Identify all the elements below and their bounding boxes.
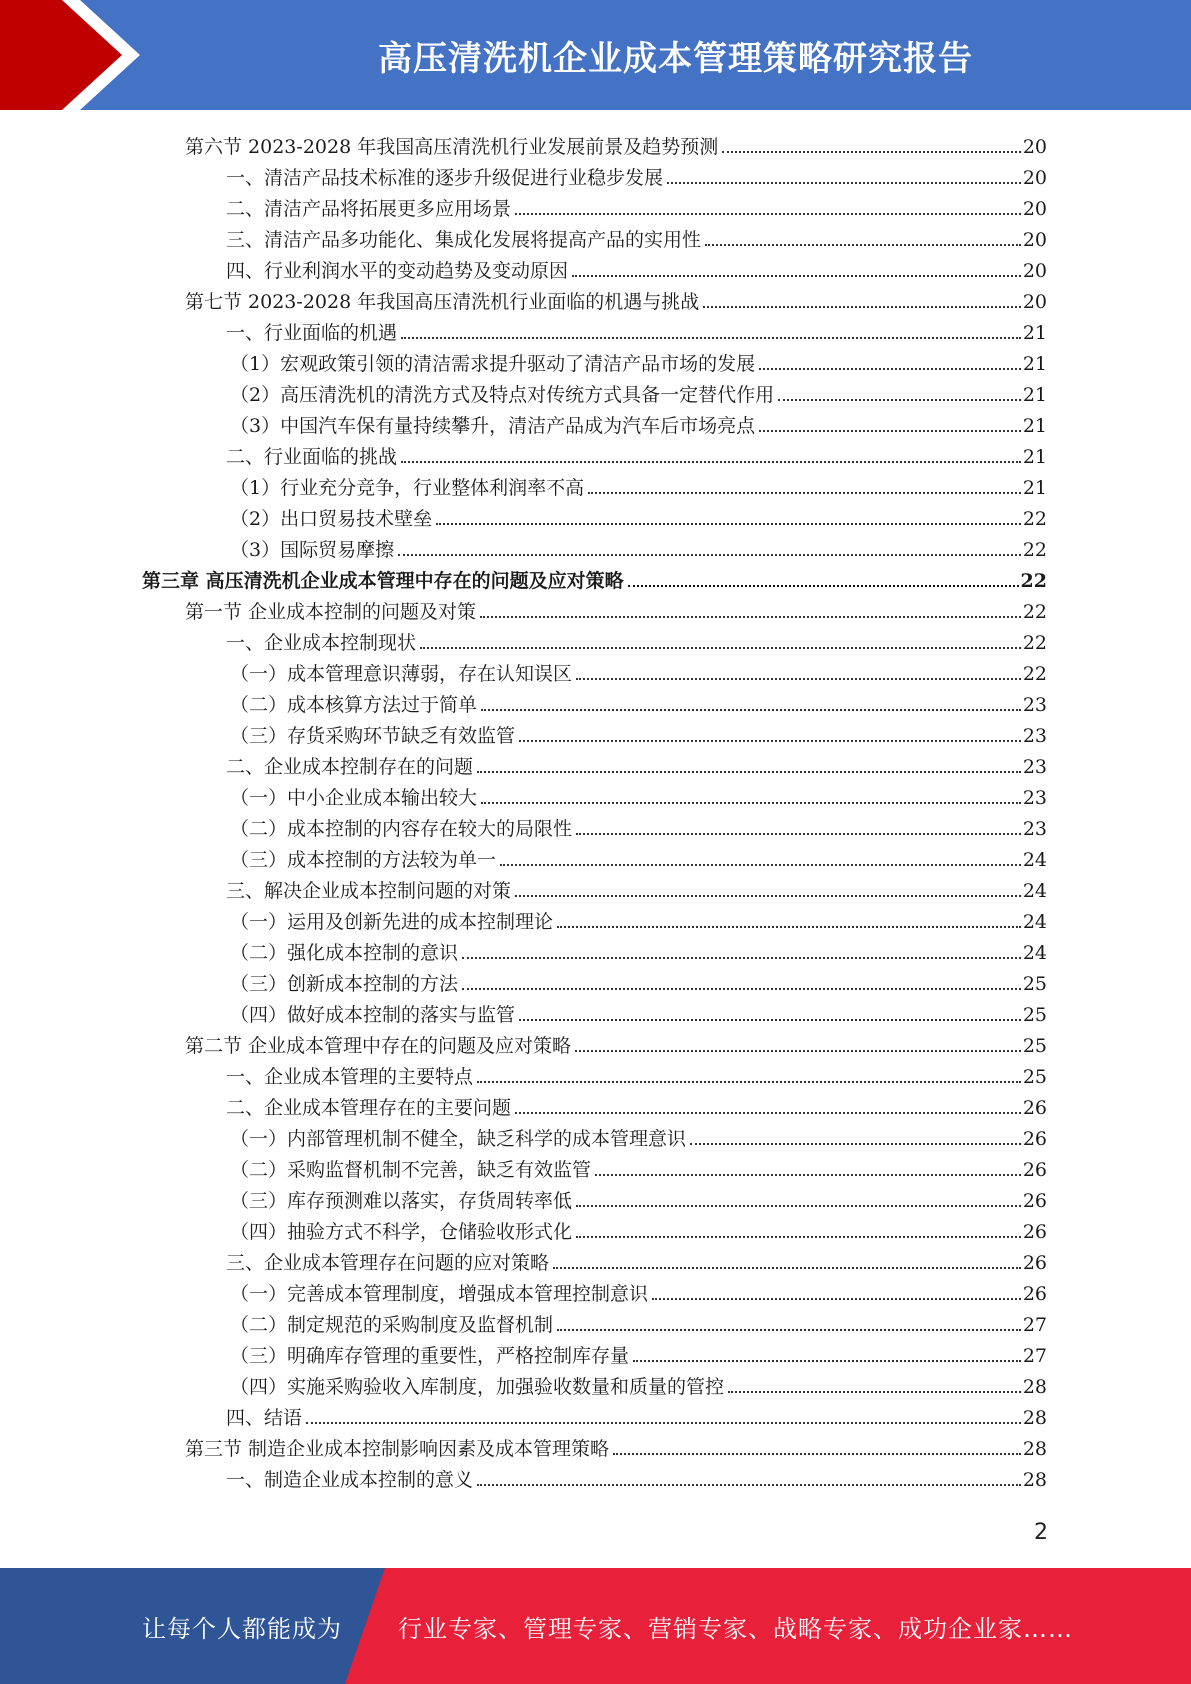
toc-entry-title: 第六节 2023-2028 年我国高压清洗机行业发展前景及趋势预测	[185, 136, 719, 158]
toc-dot-leader	[462, 988, 1021, 990]
toc-dot-leader	[481, 709, 1021, 711]
toc-entry-page: 23	[1022, 756, 1047, 778]
toc-entry[interactable]	[226, 252, 1047, 283]
toc-dot-leader	[515, 895, 1021, 897]
toc-entry-title: （三）创新成本控制的方法	[230, 973, 459, 995]
toc-entry[interactable]	[185, 593, 1047, 624]
toc-dot-leader	[477, 771, 1021, 773]
toc-dot-leader	[690, 1143, 1021, 1145]
toc-entry-page: 20	[1022, 291, 1047, 313]
toc-entry[interactable]	[185, 1027, 1047, 1058]
toc-entry-title: （3）中国汽车保有量持续攀升，清洁产品成为汽车后市场亮点	[230, 415, 756, 437]
toc-entry[interactable]	[226, 1461, 1047, 1492]
toc-dot-leader	[728, 1391, 1021, 1393]
toc-entry-title: 一、制造企业成本控制的意义	[226, 1469, 474, 1491]
toc-entry[interactable]	[226, 1058, 1047, 1089]
toc-entry-page: 23	[1022, 818, 1047, 840]
toc-dot-leader	[703, 306, 1021, 308]
toc-entry[interactable]	[230, 1306, 1047, 1337]
toc-entry[interactable]	[230, 345, 1047, 376]
toc-dot-leader	[477, 1081, 1021, 1083]
toc-entry[interactable]	[230, 810, 1047, 841]
toc-entry-title: 二、企业成本控制存在的问题	[226, 756, 474, 778]
toc-entry-page: 25	[1022, 1066, 1047, 1088]
toc-entry[interactable]	[230, 779, 1047, 810]
toc-entry-page: 23	[1022, 787, 1047, 809]
toc-entry-page: 22	[1020, 570, 1047, 592]
toc-entry[interactable]	[230, 376, 1047, 407]
toc-entry[interactable]	[230, 1275, 1047, 1306]
toc-entry-title: （一）完善成本管理制度，增强成本管理控制意识	[230, 1283, 649, 1305]
toc-dot-leader	[572, 275, 1021, 277]
toc-entry[interactable]	[230, 934, 1047, 965]
toc-entry-title: 一、行业面临的机遇	[226, 322, 398, 344]
toc-entry-title: 第三节 制造企业成本控制影响因素及成本管理策略	[185, 1438, 610, 1460]
toc-entry-title: 四、行业利润水平的变动趋势及变动原因	[226, 260, 569, 282]
toc-entry-title: 一、企业成本管理的主要特点	[226, 1066, 474, 1088]
toc-entry[interactable]	[230, 717, 1047, 748]
toc-entry[interactable]	[226, 624, 1047, 655]
toc-dot-leader	[500, 864, 1021, 866]
toc-entry-title: （四）实施采购验收入库制度，加强验收数量和质量的管控	[230, 1376, 725, 1398]
toc-dot-leader	[436, 523, 1021, 525]
toc-entry-page: 25	[1022, 973, 1047, 995]
toc-dot-leader	[759, 430, 1021, 432]
toc-dot-leader	[481, 802, 1021, 804]
toc-entry[interactable]	[142, 562, 1047, 593]
toc-entry[interactable]	[230, 996, 1047, 1027]
toc-entry-title: （二）成本核算方法过于简单	[230, 694, 478, 716]
toc-dot-leader	[705, 244, 1021, 246]
toc-entry-page: 20	[1022, 198, 1047, 220]
toc-entry-page: 20	[1022, 229, 1047, 251]
toc-entry-page: 25	[1022, 1035, 1047, 1057]
footer-slogan-left: 让每个人都能成为	[142, 1614, 342, 1643]
toc-entry[interactable]	[230, 903, 1047, 934]
toc-entry-page: 24	[1022, 911, 1047, 933]
toc-entry-page: 21	[1022, 353, 1047, 375]
toc-entry-title: （三）成本控制的方法较为单一	[230, 849, 497, 871]
report-title: 高压清洗机企业成本管理策略研究报告	[378, 38, 973, 79]
toc-entry-title: 二、行业面临的挑战	[226, 446, 398, 468]
toc-dot-leader	[519, 1019, 1021, 1021]
toc-dot-leader	[613, 1453, 1021, 1455]
toc-dot-leader	[722, 151, 1021, 153]
toc-dot-leader	[306, 1422, 1021, 1424]
toc-entry-title: 三、清洁产品多功能化、集成化发展将提高产品的实用性	[226, 229, 702, 251]
toc-entry-page: 21	[1022, 446, 1047, 468]
toc-dot-leader	[652, 1298, 1021, 1300]
toc-dot-leader	[553, 1267, 1021, 1269]
toc-entry-title: 二、企业成本管理存在的主要问题	[226, 1097, 512, 1119]
toc-entry-page: 21	[1022, 415, 1047, 437]
toc-dot-leader	[557, 926, 1021, 928]
toc-dot-leader	[398, 554, 1021, 556]
toc-dot-leader	[515, 213, 1021, 215]
toc-entry-title: 一、清洁产品技术标准的逐步升级促进行业稳步发展	[226, 167, 664, 189]
toc-entry-title: （三）存货采购环节缺乏有效监管	[230, 725, 516, 747]
toc-dot-leader	[576, 1205, 1021, 1207]
toc-entry-page: 22	[1022, 632, 1047, 654]
page-number: 2	[1034, 1520, 1048, 1545]
toc-dot-leader	[401, 461, 1021, 463]
toc-entry[interactable]	[230, 500, 1047, 531]
footer-banner	[0, 1568, 1191, 1684]
toc-dot-leader	[519, 740, 1021, 742]
toc-entry-page: 28	[1022, 1469, 1047, 1491]
toc-dot-leader	[667, 182, 1021, 184]
toc-dot-leader	[628, 585, 1019, 587]
toc-entry[interactable]	[230, 965, 1047, 996]
toc-entry-page: 26	[1022, 1221, 1047, 1243]
toc-entry-title: 三、企业成本管理存在问题的应对策略	[226, 1252, 550, 1274]
toc-entry[interactable]	[226, 1244, 1047, 1275]
toc-entry-title: （1）行业充分竞争，行业整体利润率不高	[230, 477, 585, 499]
toc-dot-leader	[557, 1329, 1021, 1331]
toc-entry-page: 24	[1022, 942, 1047, 964]
toc-entry-title: （二）成本控制的内容存在较大的局限性	[230, 818, 573, 840]
toc-dot-leader	[576, 1236, 1021, 1238]
toc-entry-page: 28	[1022, 1376, 1047, 1398]
toc-entry-title: 第一节 企业成本控制的问题及对策	[185, 601, 477, 623]
toc-entry[interactable]	[226, 1399, 1047, 1430]
toc-entry-page: 26	[1022, 1128, 1047, 1150]
toc-entry-title: 二、清洁产品将拓展更多应用场景	[226, 198, 512, 220]
toc-entry[interactable]	[230, 469, 1047, 500]
toc-entry[interactable]	[226, 438, 1047, 469]
toc-dot-leader	[575, 1050, 1021, 1052]
toc-entry-page: 25	[1022, 1004, 1047, 1026]
toc-entry-title: 一、企业成本控制现状	[226, 632, 417, 654]
red-chevron-icon	[0, 0, 160, 110]
toc-entry[interactable]	[230, 1120, 1047, 1151]
toc-entry-page: 26	[1022, 1190, 1047, 1212]
toc-entry-title: （一）内部管理机制不健全，缺乏科学的成本管理意识	[230, 1128, 687, 1150]
toc-entry-page: 24	[1022, 849, 1047, 871]
toc-entry[interactable]	[230, 1182, 1047, 1213]
toc-entry[interactable]	[185, 1430, 1047, 1461]
toc-entry-page: 26	[1022, 1283, 1047, 1305]
toc-entry[interactable]	[230, 531, 1047, 562]
toc-entry[interactable]	[226, 748, 1047, 779]
toc-dot-leader	[576, 833, 1021, 835]
toc-entry[interactable]	[226, 872, 1047, 903]
toc-entry-page: 22	[1022, 663, 1047, 685]
toc-entry[interactable]	[230, 1151, 1047, 1182]
toc-entry-title: 第三章 高压清洗机企业成本管理中存在的问题及应对策略	[142, 570, 624, 592]
toc-entry[interactable]	[230, 686, 1047, 717]
toc-entry-title: （四）抽验方式不科学，仓储验收形式化	[230, 1221, 573, 1243]
toc-entry-page: 22	[1022, 508, 1047, 530]
toc-entry-page: 26	[1022, 1097, 1047, 1119]
toc-entry-title: （3）国际贸易摩擦	[230, 539, 395, 561]
toc-dot-leader	[759, 368, 1021, 370]
toc-entry[interactable]	[226, 190, 1047, 221]
toc-entry-page: 24	[1022, 880, 1047, 902]
toc-entry-title: 四、结语	[226, 1407, 303, 1429]
toc-entry-page: 26	[1022, 1252, 1047, 1274]
toc-entry-title: （二）强化成本控制的意识	[230, 942, 459, 964]
toc-entry[interactable]	[226, 159, 1047, 190]
toc-entry[interactable]	[230, 1213, 1047, 1244]
toc-entry-page: 21	[1022, 322, 1047, 344]
toc-entry[interactable]	[185, 128, 1047, 159]
toc-dot-leader	[477, 1484, 1021, 1486]
toc-entry-title: 第七节 2023-2028 年我国高压清洗机行业面临的机遇与挑战	[185, 291, 700, 313]
toc-entry-page: 27	[1022, 1314, 1047, 1336]
toc-dot-leader	[588, 492, 1021, 494]
toc-entry-title: 三、解决企业成本控制问题的对策	[226, 880, 512, 902]
toc-entry-title: （三）库存预测难以落实，存货周转率低	[230, 1190, 573, 1212]
toc-entry-page: 28	[1022, 1407, 1047, 1429]
toc-entry-page: 20	[1022, 260, 1047, 282]
toc-entry-title: （四）做好成本控制的落实与监管	[230, 1004, 516, 1026]
toc-entry[interactable]	[226, 1089, 1047, 1120]
toc-entry[interactable]	[185, 283, 1047, 314]
toc-entry-title: （一）成本管理意识薄弱，存在认知误区	[230, 663, 573, 685]
toc-dot-leader	[633, 1360, 1021, 1362]
toc-entry-title: （1）宏观政策引领的清洁需求提升驱动了清洁产品市场的发展	[230, 353, 756, 375]
toc-entry-page: 20	[1022, 136, 1047, 158]
toc-dot-leader	[515, 1112, 1021, 1114]
footer-slogan-right: 行业专家、管理专家、营销专家、战略专家、成功企业家……	[398, 1614, 1073, 1643]
toc-dot-leader	[595, 1174, 1021, 1176]
toc-entry-page: 20	[1022, 167, 1047, 189]
toc-dot-leader	[576, 678, 1021, 680]
toc-entry[interactable]	[230, 407, 1047, 438]
toc-entry-page: 23	[1022, 725, 1047, 747]
toc-entry-page: 28	[1022, 1438, 1047, 1460]
toc-entry[interactable]	[226, 314, 1047, 345]
toc-dot-leader	[778, 399, 1021, 401]
toc-entry-page: 21	[1022, 477, 1047, 499]
toc-entry-title: （二）采购监督机制不完善，缺乏有效监管	[230, 1159, 592, 1181]
toc-entry-title: （一）中小企业成本输出较大	[230, 787, 478, 809]
toc-entry[interactable]	[230, 841, 1047, 872]
toc-entry-title: （一）运用及创新先进的成本控制理论	[230, 911, 554, 933]
toc-dot-leader	[480, 616, 1021, 618]
toc-entry[interactable]	[230, 1368, 1047, 1399]
toc-entry-page: 22	[1022, 539, 1047, 561]
toc-entry[interactable]	[230, 1337, 1047, 1368]
toc-entry-page: 23	[1022, 694, 1047, 716]
toc-dot-leader	[462, 957, 1021, 959]
toc-dot-leader	[401, 337, 1021, 339]
toc-dot-leader	[420, 647, 1021, 649]
toc-entry-title: 第二节 企业成本管理中存在的问题及应对策略	[185, 1035, 572, 1057]
toc-entry[interactable]	[226, 221, 1047, 252]
toc-entry-title: （二）制定规范的采购制度及监督机制	[230, 1314, 554, 1336]
toc-entry-title: （2）高压清洗机的清洗方式及特点对传统方式具备一定替代作用	[230, 384, 775, 406]
toc-entry[interactable]	[230, 655, 1047, 686]
toc-entry-title: （三）明确库存管理的重要性，严格控制库存量	[230, 1345, 630, 1367]
toc-entry-page: 26	[1022, 1159, 1047, 1181]
header-banner	[0, 0, 1191, 110]
toc-entry-title: （2）出口贸易技术壁垒	[230, 508, 433, 530]
toc-entry-page: 22	[1022, 601, 1047, 623]
toc-entry-page: 21	[1022, 384, 1047, 406]
toc-entry-page: 27	[1022, 1345, 1047, 1367]
